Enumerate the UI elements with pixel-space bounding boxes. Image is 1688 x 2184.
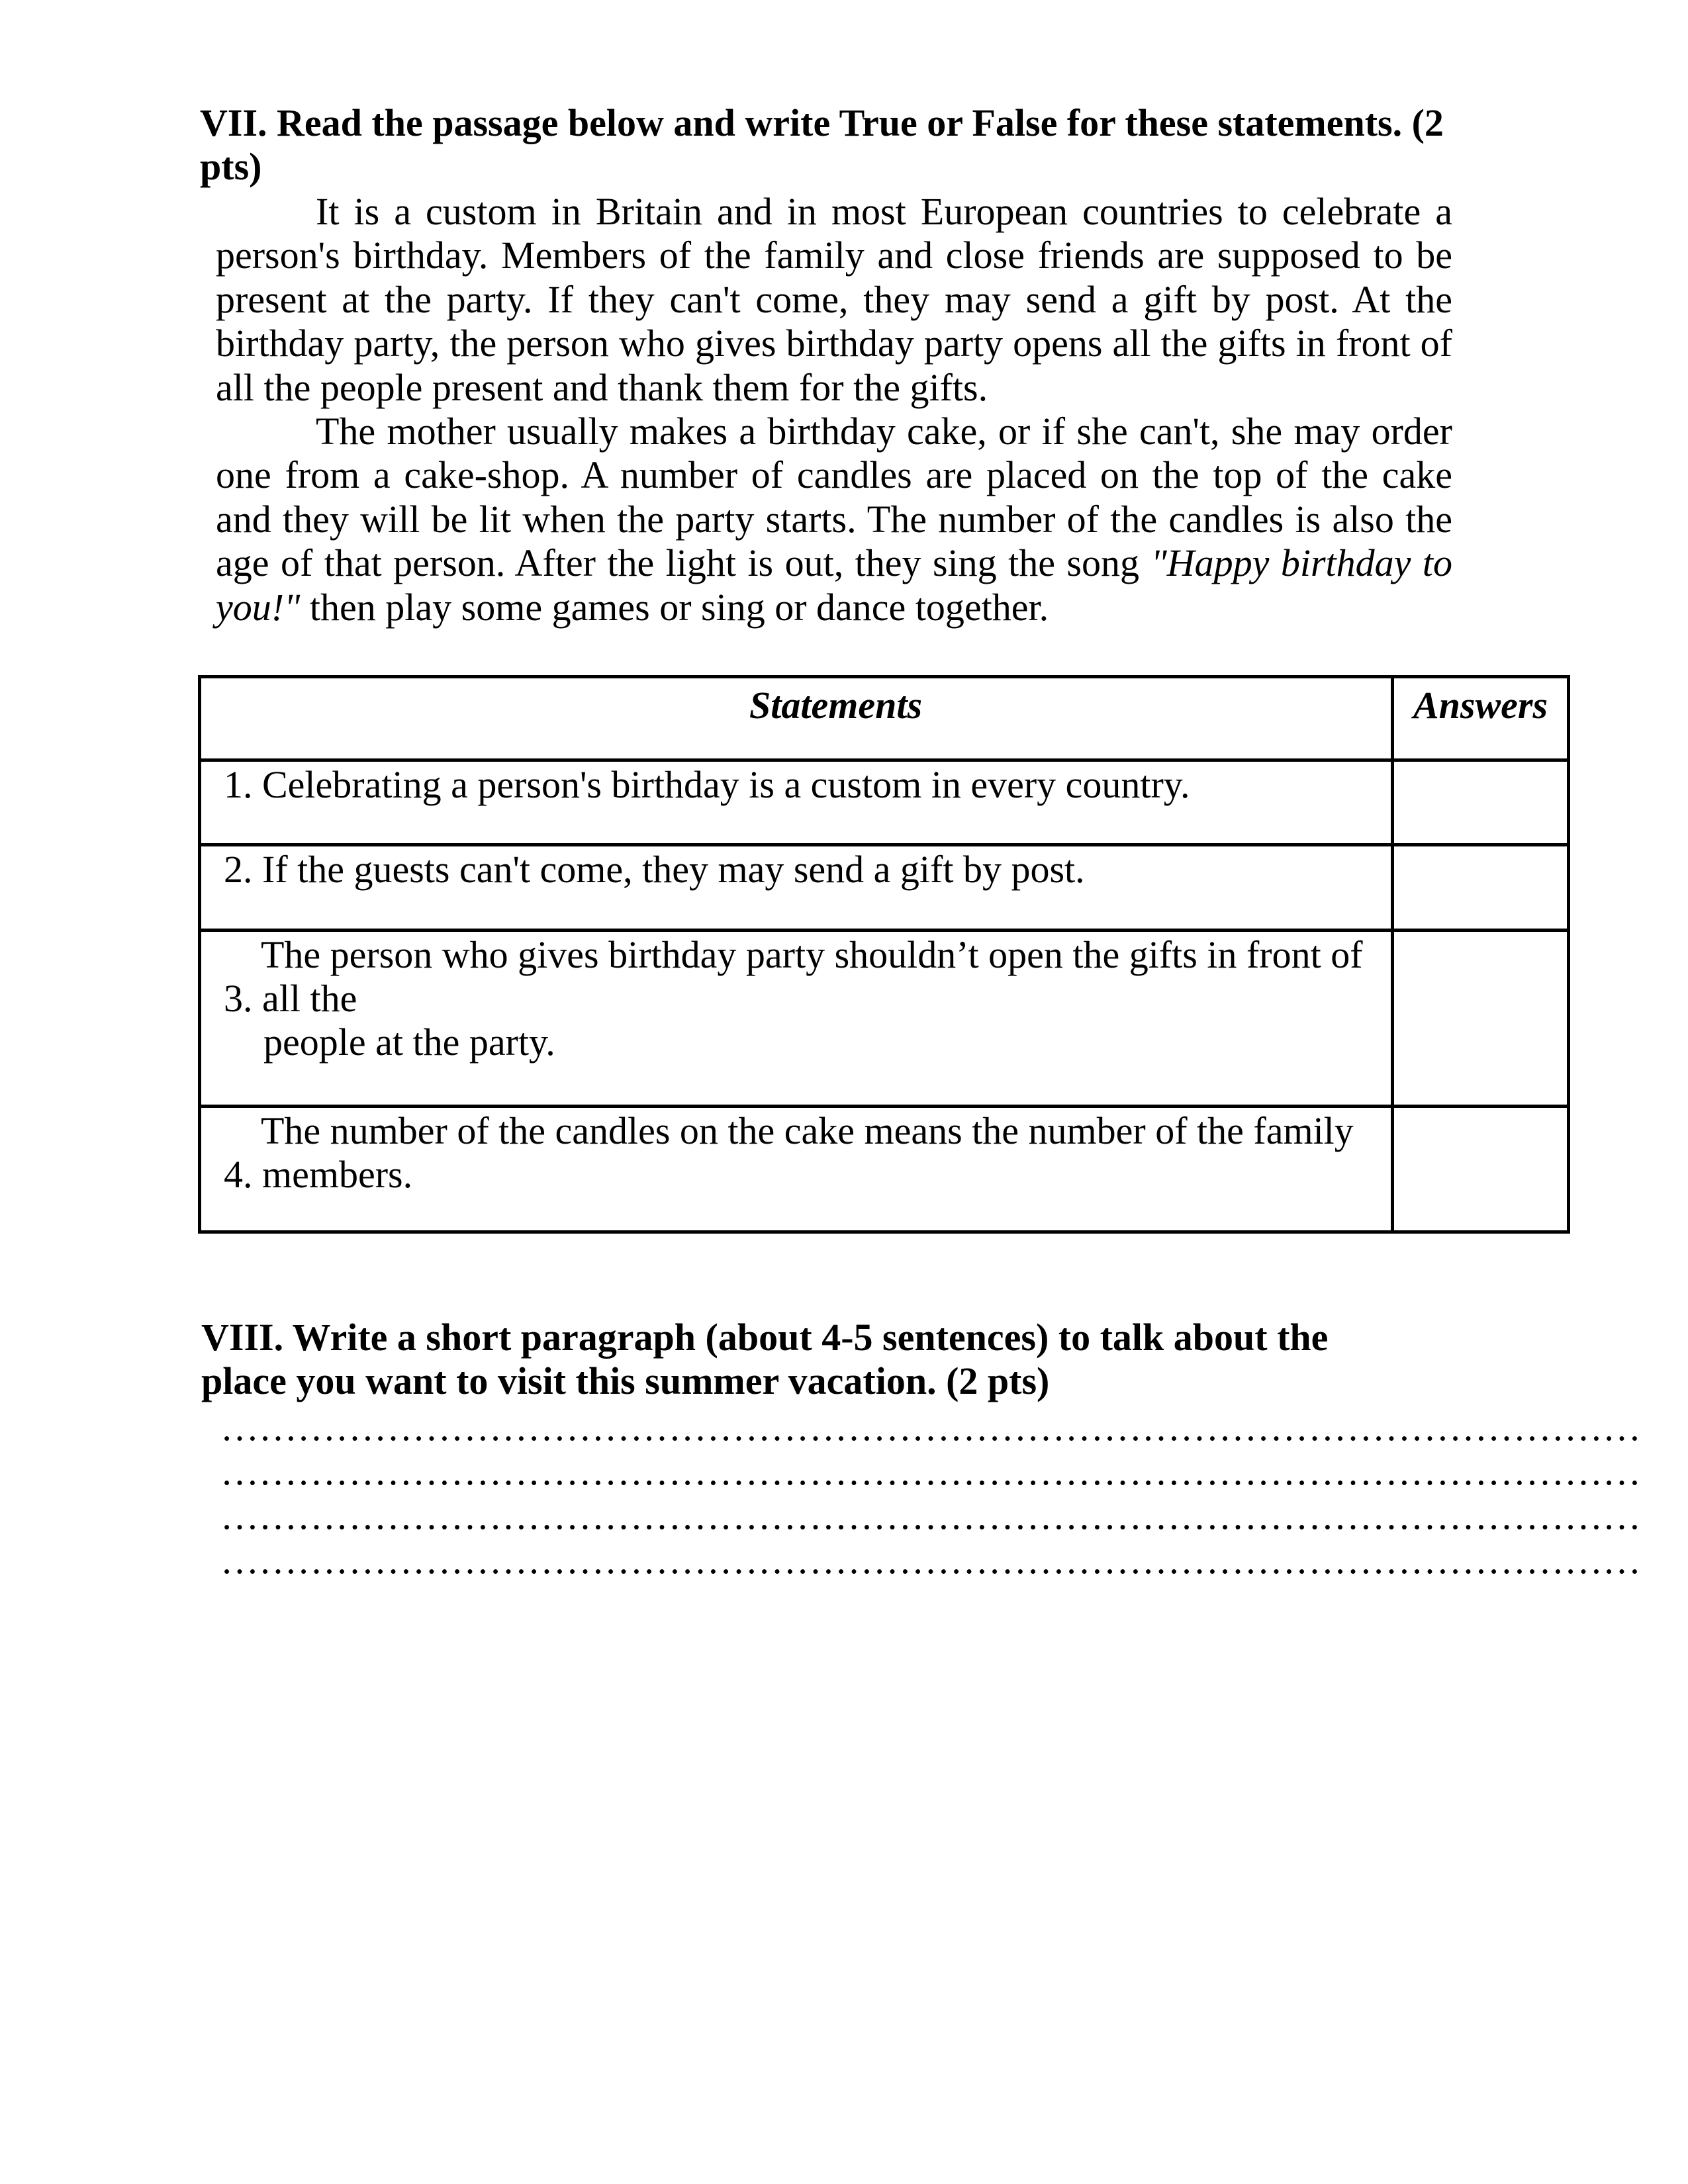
table-row <box>200 760 1569 845</box>
section-vii-heading-line-1: VII. Read the passage below and write True or False for these statements. (2 <box>200 101 1444 144</box>
table-row <box>200 845 1569 931</box>
table-header-row <box>200 677 1569 760</box>
answers-column-header: Answers <box>1393 677 1569 760</box>
statement-cell-3 <box>200 931 1393 1107</box>
song-title-quote: "Happy birthday to you!" <box>216 541 1452 629</box>
section-viii-heading-line-1: VIII. Write a short paragraph (about 4-5 sentences) to talk about the <box>201 1316 1329 1359</box>
passage-paragraph-2-text: The mother usually makes a birthday cake, or if she can't, she may order one from a cake-shop. A number of candles are placed on the top of the cake and they will be lit when the party starts. The number of the candles is also the age of that person. After the light is out, they sing the song <box>216 410 1452 585</box>
reading-passage <box>216 190 1452 629</box>
statement-cell-1 <box>200 760 1393 845</box>
statement-3-line-2: 3. all the <box>224 977 357 1020</box>
table-row <box>200 1107 1569 1232</box>
statement-3-line-1: The person who gives birthday party shouldn’t open the gifts in front of <box>261 933 1363 976</box>
answer-cell-1[interactable] <box>1393 760 1569 845</box>
answer-cell-3[interactable] <box>1393 931 1569 1107</box>
answer-writing-line-4[interactable]: ………………………………………………………………………………………………… <box>220 1539 1641 1582</box>
passage-paragraph-2-ending: then play some games or sing or dance together. <box>300 585 1049 629</box>
section-viii-heading-line-2: place you want to visit this summer vacation. (2 pts) <box>201 1359 1050 1402</box>
passage-paragraph-1: It is a custom in Britain and in most European countries to celebrate a person's birthday. Members of the family and close friends are supposed to be present at the party. If they can't come, they may send a gift by post. At the birthday party, the person who gives birthday party opens all the gifts in front of all the people present and thank them for the gifts. <box>216 190 1452 409</box>
statement-2-line-1: 2. If the guests can't come, they may send a gift by post. <box>224 848 1085 891</box>
statement-4-line-2: 4. members. <box>224 1153 413 1196</box>
answer-writing-line-3[interactable]: ………………………………………………………………………………………………… <box>220 1494 1641 1537</box>
answer-cell-4[interactable] <box>1393 1107 1569 1232</box>
answer-cell-2[interactable] <box>1393 845 1569 931</box>
passage-paragraph-2 <box>216 410 1452 629</box>
statement-cell-4 <box>200 1107 1393 1232</box>
statement-4-line-1: The number of the candles on the cake means the number of the family <box>261 1109 1354 1152</box>
answer-writing-line-2[interactable]: ………………………………………………………………………………………………… <box>220 1450 1641 1493</box>
statement-3-line-3: people at the party. <box>263 1021 555 1064</box>
true-false-table <box>198 675 1570 1234</box>
statements-column-header: Statements <box>200 677 1393 760</box>
table-row <box>200 931 1569 1107</box>
section-vii-heading-line-2: pts) <box>200 145 262 188</box>
answer-writing-line-1[interactable]: ………………………………………………………………………………………………… <box>220 1406 1641 1449</box>
statement-1-line-1: 1. Celebrating a person's birthday is a custom in every country. <box>224 763 1190 806</box>
statement-cell-2 <box>200 845 1393 931</box>
